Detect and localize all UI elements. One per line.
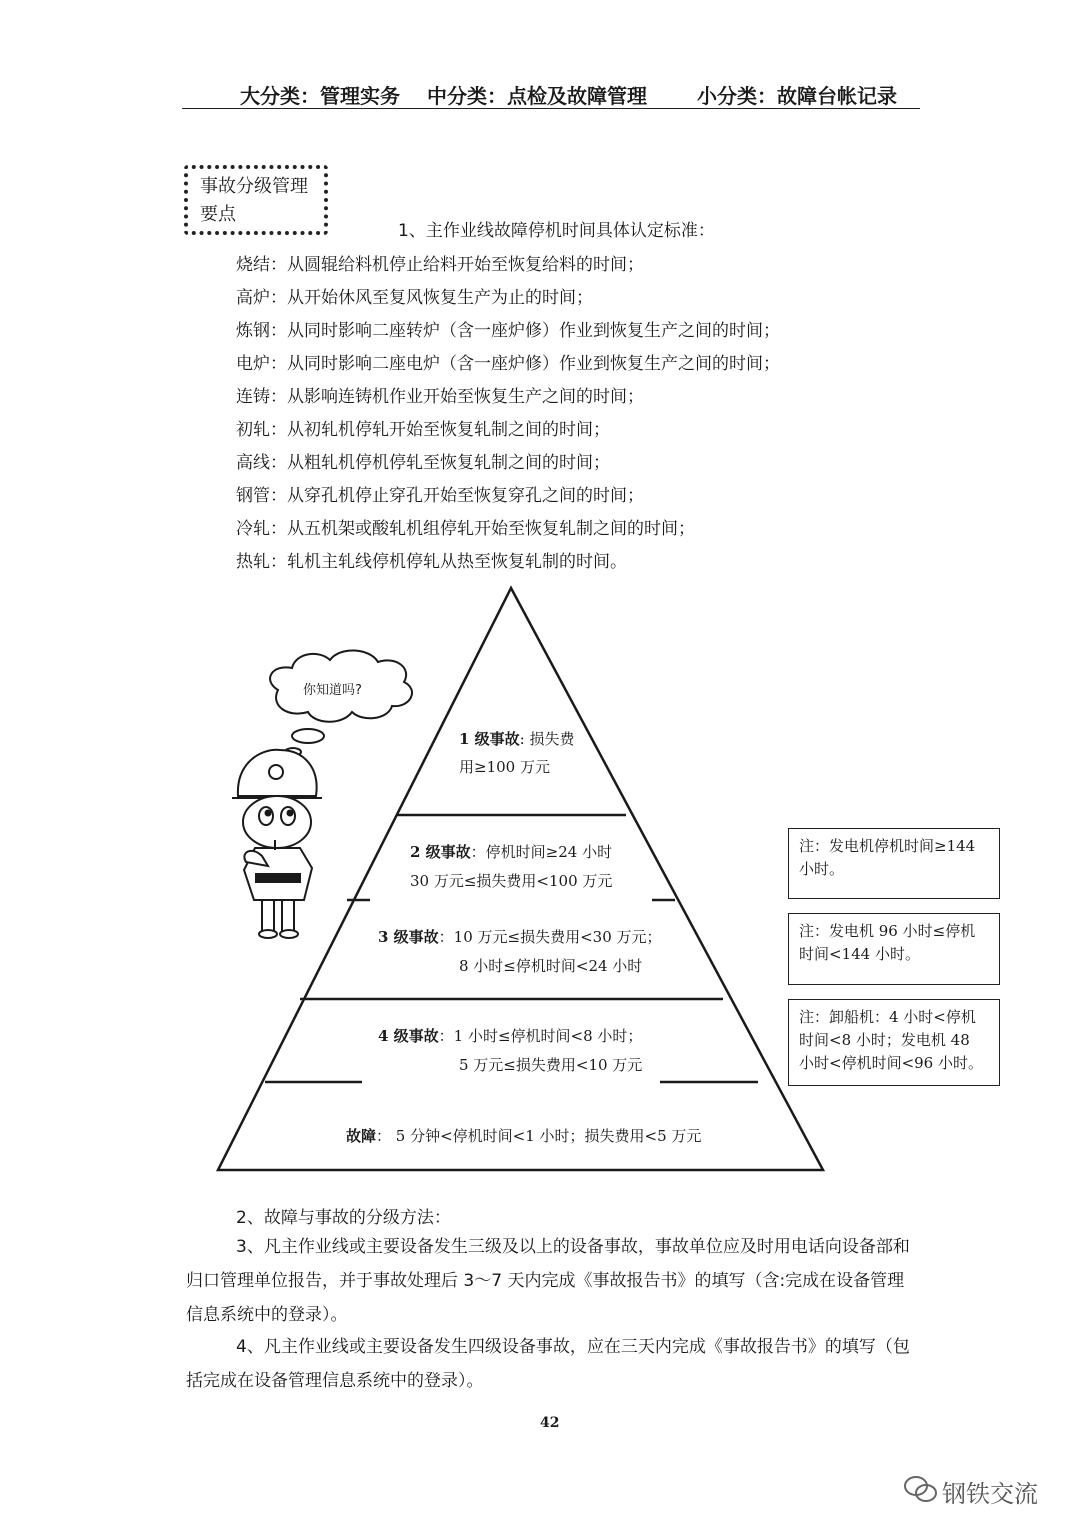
watermark-text: 钢铁交流 [942,1480,1038,1508]
note-3-line3: 小时<停机时间<96 小时。 [799,1054,983,1072]
level-1-line2: 用≥100 万元 [459,758,550,776]
header-middle-category: 中分类：点检及故障管理 [427,84,647,108]
fault-label: 故障 [346,1127,377,1145]
note-box-1 [788,828,1000,899]
criteria-item: 高线：从粗轧机停机停轧至恢复轧制之间的时间； [236,453,610,473]
criteria-item: 钢管：从穿孔机停止穿孔开始至恢复穿孔之间的时间； [236,486,644,506]
level-3-line2: 8 小时≤停机时间<24 小时 [459,957,643,975]
note-1-line1: 注：发电机停机时间≥144 [799,837,976,855]
wechat-icon [903,1474,939,1504]
level-4-line2: 5 万元≤损失费用<10 万元 [459,1056,643,1074]
level-3-label: 3 级事故 [378,928,439,946]
tag-line-2: 要点 [200,204,236,225]
note-box-3 [788,999,1000,1086]
header-major-category: 大分类：管理实务 [240,84,400,108]
note-box-2 [788,913,1000,985]
level-2-line1: ：停机时间≥24 小时 [470,843,613,861]
criteria-item: 连铸：从影响连铸机作业开始至恢复生产之间的时间； [236,387,644,407]
note-1-line2: 小时。 [799,860,845,878]
level-4-text [378,1025,642,1046]
note-3-line2: 时间<8 小时；发电机 48 [799,1031,970,1049]
note-3-line1: 注：卸船机：4 小时<停机 [799,1008,976,1026]
criteria-item: 冷轧：从五机架或酸轧机组停轧开始至恢复轧制之间的时间； [236,519,695,539]
criteria-item: 烧结：从圆辊给料机停止给料开始至恢复给料的时间； [236,255,644,275]
level-1-text [459,728,575,749]
paragraph-4: 4、凡主作业线或主要设备发生四级设备事故，应在三天内完成《事故报告书》的填写（包括完成在设备管理信息系统中的登录）。 [186,1337,910,1391]
header-minor-category: 小分类：故障台帐记录 [697,84,897,108]
level-2-label: 2 级事故 [410,843,471,861]
level-4-line1: ：1 小时≤停机时间<8 小时； [438,1027,643,1045]
level-1-label: 1 级事故 [459,730,520,748]
criteria-item: 初轧：从初轧机停轧开始至恢复轧制之间的时间； [236,420,610,440]
section-1-title: 1、主作业线故障停机时间具体认定标准： [398,221,715,241]
criteria-item: 高炉：从开始休风至复风恢复生产为止的时间； [236,288,593,308]
level-4-label: 4 级事故 [378,1027,439,1045]
level-2-line2: 30 万元≤损失费用<100 万元 [410,872,613,890]
level-1-line1: : 损失费 [519,730,575,748]
fault-text [346,1125,701,1146]
paragraph-3: 3、凡主作业线或主要设备发生三级及以上的设备事故，事故单位应及时用电话向设备部和归口管理单位报告，并于事故处理后 3～7 天内完成《事故报告书》的填写（含:完成在设备管理信息系统中的登录）。 [186,1237,910,1325]
level-3-line1: ：10 万元≤损失费用<30 万元； [438,928,662,946]
criteria-item: 炼钢：从同时影响二座转炉（含一座炉修）作业到恢复生产之间的时间； [236,321,780,341]
criteria-item: 电炉：从同时影响二座电炉（含一座炉修）作业到恢复生产之间的时间； [236,354,780,374]
worker-cartoon [232,750,322,938]
fault-line1: ： 5 分钟<停机时间<1 小时；损失费用<5 万元 [376,1127,702,1145]
note-2-line2: 时间<144 小时。 [799,945,920,963]
tag-line-1: 事故分级管理 [200,176,308,197]
criteria-item: 热轧：轧机主轧线停机停轧从热至恢复轧制的时间。 [236,552,627,572]
level-3-text [378,926,662,947]
thought-bubble [270,650,412,756]
page-number: 42 [540,1415,560,1431]
section-2-title: 2、故障与事故的分级方法： [236,1208,451,1228]
level-2-text [410,841,612,862]
bubble-text: 你知道吗? [303,683,362,698]
note-2-line1: 注：发电机 96 小时≤停机 [799,922,976,940]
